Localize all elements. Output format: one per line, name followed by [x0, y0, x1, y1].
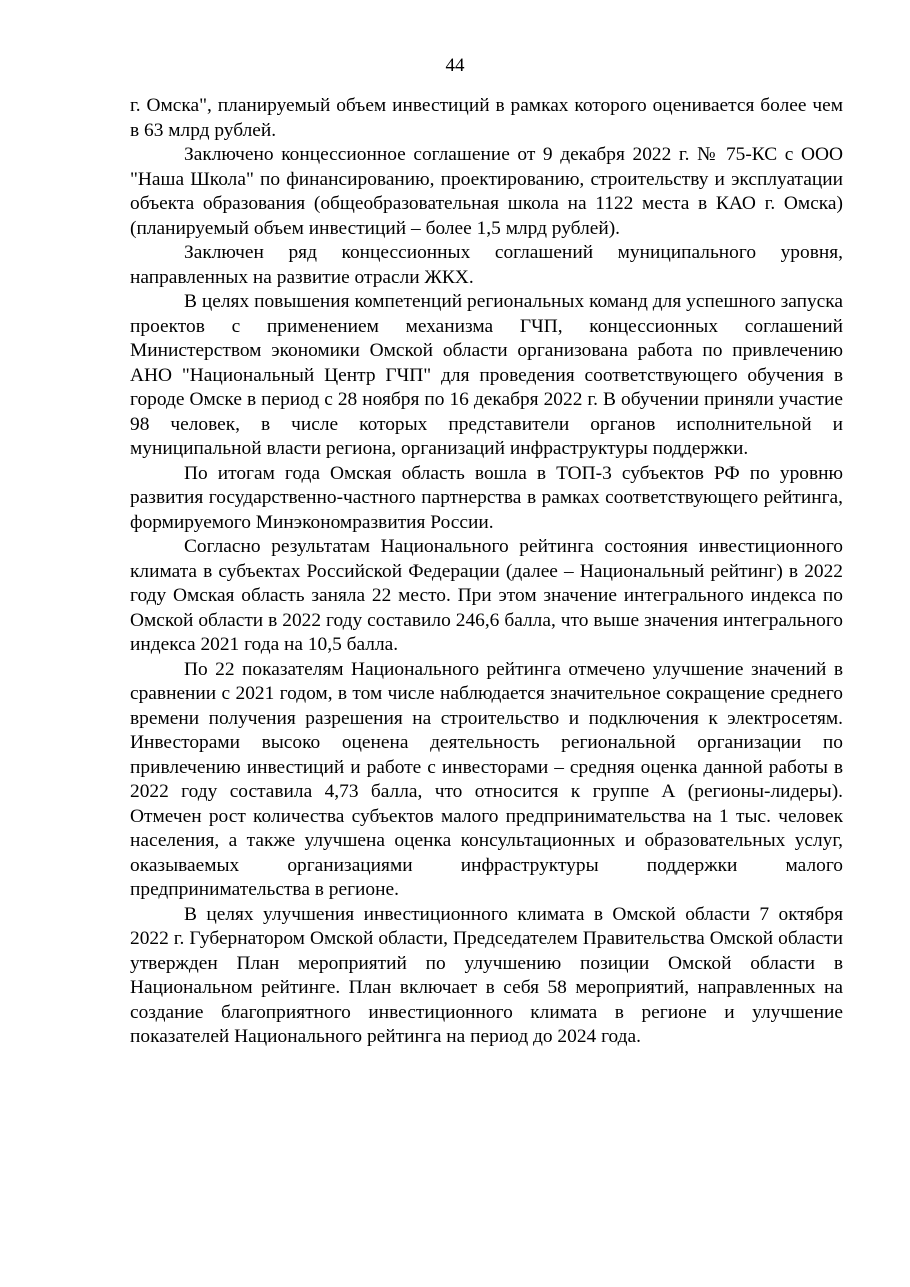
paragraph-national-rating: Согласно результатам Национального рейтинга состояния инвестиционного климата в субъектах Российской Федерации (далее – Национальный рейтинг) в 2022 году Омская область заняла 22 место. При этом значение интегрального индекса по Омской области в 2022 году составило 246,6 балла, что выше значения интегрального индекса 2021 года на 10,5 балла. [130, 536, 843, 655]
document-body [130, 94, 843, 1050]
paragraph-concession-agreement: Заключено концессионное соглашение от 9 декабря 2022 г. № 75-КС с ООО "Наша Школа" по финансированию, проектированию, строительству и эксплуатации объекта образования (общеобразовательная школа на 1122 места в КАО г. Омска) (планируемый объем инвестиций – более 1,5 млрд рублей). [130, 144, 843, 239]
paragraph-municipal-agreements: Заключен ряд концессионных соглашений муниципального уровня, направленных на развитие отрасли ЖКХ. [130, 242, 843, 288]
paragraph-action-plan: В целях улучшения инвестиционного климата в Омской области 7 октября 2022 г. Губернатором Омской области, Председателем Правительства Омской области утвержден План мероприятий по улучшению позиции Омской области в Национальном рейтинге. План включает в себя 58 мероприятий, направленных на создание благоприятного инвестиционного климата в регионе и улучшение показателей Национального рейтинга на период до 2024 года. [130, 903, 843, 1047]
paragraph-indicators: По 22 показателям Национального рейтинга отмечено улучшение значений в сравнении с 2021 годом, в том числе наблюдается значительное сокращение среднего времени получения разрешения на строительство и подключения к электросетям. Инвесторами высоко оценена деятельность региональной организации по привлечению инвестиций и работе с инвесторами – средняя оценка данной работы в 2022 году составила 4,73 балла, что относится к группе А (регионы-лидеры). Отмечен рост количества субъектов малого предпринимательства на 1 тыс. человек населения, а также улучшена оценка консультационных и образовательных услуг, оказываемых организациями инфраструктуры поддержки малого предпринимательства в регионе. [130, 658, 843, 900]
page-number: 44 [445, 55, 465, 76]
paragraph-top3-rating: По итогам года Омская область вошла в ТОП-3 субъектов РФ по уровню развития государственно-частного партнерства в рамках соответствующего рейтинга, формируемого Минэкономразвития России. [130, 462, 843, 533]
paragraph-training: В целях повышения компетенций региональных команд для успешного запуска проектов с применением механизма ГЧП, концессионных соглашений Министерством экономики Омской области организована работа по привлечению АНО "Национальный Центр ГЧП" для проведения соответствующего обучения в городе Омске в период с 28 ноября по 16 декабря 2022 г. В обучении приняли участие 98 человек, в числе которых представители органов исполнительной и муниципальной власти региона, организаций инфраструктуры поддержки. [130, 291, 843, 459]
paragraph-continuation: г. Омска", планируемый объем инвестиций в рамках которого оценивается более чем в 63 млрд рублей. [130, 95, 843, 141]
